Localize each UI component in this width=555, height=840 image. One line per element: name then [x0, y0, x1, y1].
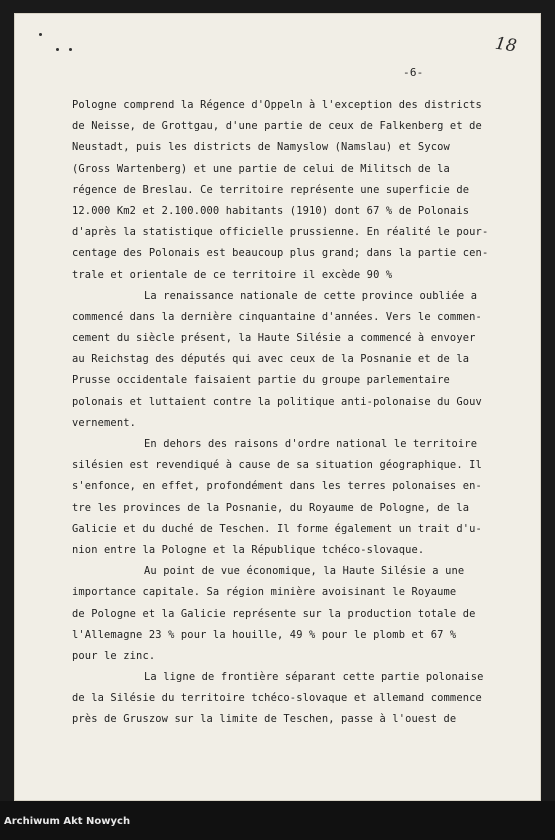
- punch-hole-mark: [39, 33, 42, 36]
- text-line: importance capitale. Sa région minière avoisinant le Royaume: [72, 586, 457, 599]
- text-line: Au point de vue économique, la Haute Silésie a une: [144, 565, 465, 578]
- archive-label: Archiwum Akt Nowych: [4, 816, 131, 827]
- text-line: l'Allemagne 23 % pour la houille, 49 % pour le plomb et 67 %: [72, 628, 457, 641]
- text-line: de Pologne et la Galicie représente sur la production totale de: [72, 607, 476, 620]
- text-line: s'enfonce, en effet, profondément dans les terres polonaises en-: [72, 480, 482, 493]
- punch-hole-mark: [56, 48, 59, 51]
- text-line: silésien est revendiqué à cause de sa situation géographique. Il: [72, 459, 482, 472]
- text-line: Prusse occidentale faisaient partie du groupe parlementaire: [72, 374, 450, 387]
- text-line: commencé dans la dernière cinquantaine d'années. Vers le commen-: [72, 310, 482, 323]
- text-line: polonais et luttaient contre la politique anti-polonaise du Gouv: [72, 395, 482, 408]
- text-line: près de Gruszow sur la limite de Teschen, passe à l'ouest de: [72, 713, 457, 726]
- text-line: tre les provinces de la Posnanie, du Royaume de Pologne, de la: [72, 501, 470, 514]
- text-line: Galicie et du duché de Teschen. Il forme également un trait d'u-: [72, 522, 482, 535]
- text-line: En dehors des raisons d'ordre national le territoire: [144, 438, 478, 450]
- text-line: de Neisse, de Grottgau, d'une partie de ceux de Falkenberg et de: [72, 120, 482, 133]
- text-line: au Reichstag des députés qui avec ceux de la Posnanie et de la: [72, 353, 470, 366]
- typed-body-text: [72, 95, 512, 731]
- text-line: La renaissance nationale de cette province oubliée a: [144, 289, 478, 302]
- text-line: Pologne comprend la Régence d'Oppeln à l'exception des districts: [72, 99, 482, 111]
- text-line: régence de Breslau. Ce territoire représente une superficie de: [72, 183, 470, 196]
- text-line: cement du siècle présent, la Haute Silésie a commencé à envoyer: [72, 332, 476, 345]
- text-line: vernement.: [72, 416, 137, 429]
- text-line: (Gross Wartenberg) et une partie de celui de Militsch de la: [72, 162, 450, 175]
- text-line: de la Silésie du territoire tchéco-slovaque et allemand commence: [72, 692, 482, 705]
- text-line: trale et orientale de ce territoire il excède 90 %: [72, 268, 393, 281]
- text-line: nion entre la Pologne et la République tchéco-slovaque.: [72, 543, 425, 556]
- text-line: pour le zinc.: [72, 649, 156, 662]
- text-line: d'après la statistique officielle prussienne. En réalité le pour-: [72, 226, 489, 239]
- text-line: 12.000 Km2 et 2.100.000 habitants (1910) dont 67 % de Polonais: [72, 204, 470, 217]
- text-line: La ligne de frontière séparant cette partie polonaise: [144, 671, 484, 684]
- text-line: Neustadt, puis les districts de Namyslow (Namslau) et Sycow: [72, 141, 450, 154]
- punch-hole-mark: [69, 48, 72, 51]
- folio-number: 18: [494, 33, 519, 57]
- text-line: centage des Polonais est beaucoup plus grand; dans la partie cen-: [72, 247, 489, 260]
- page-number: -6-: [403, 66, 424, 79]
